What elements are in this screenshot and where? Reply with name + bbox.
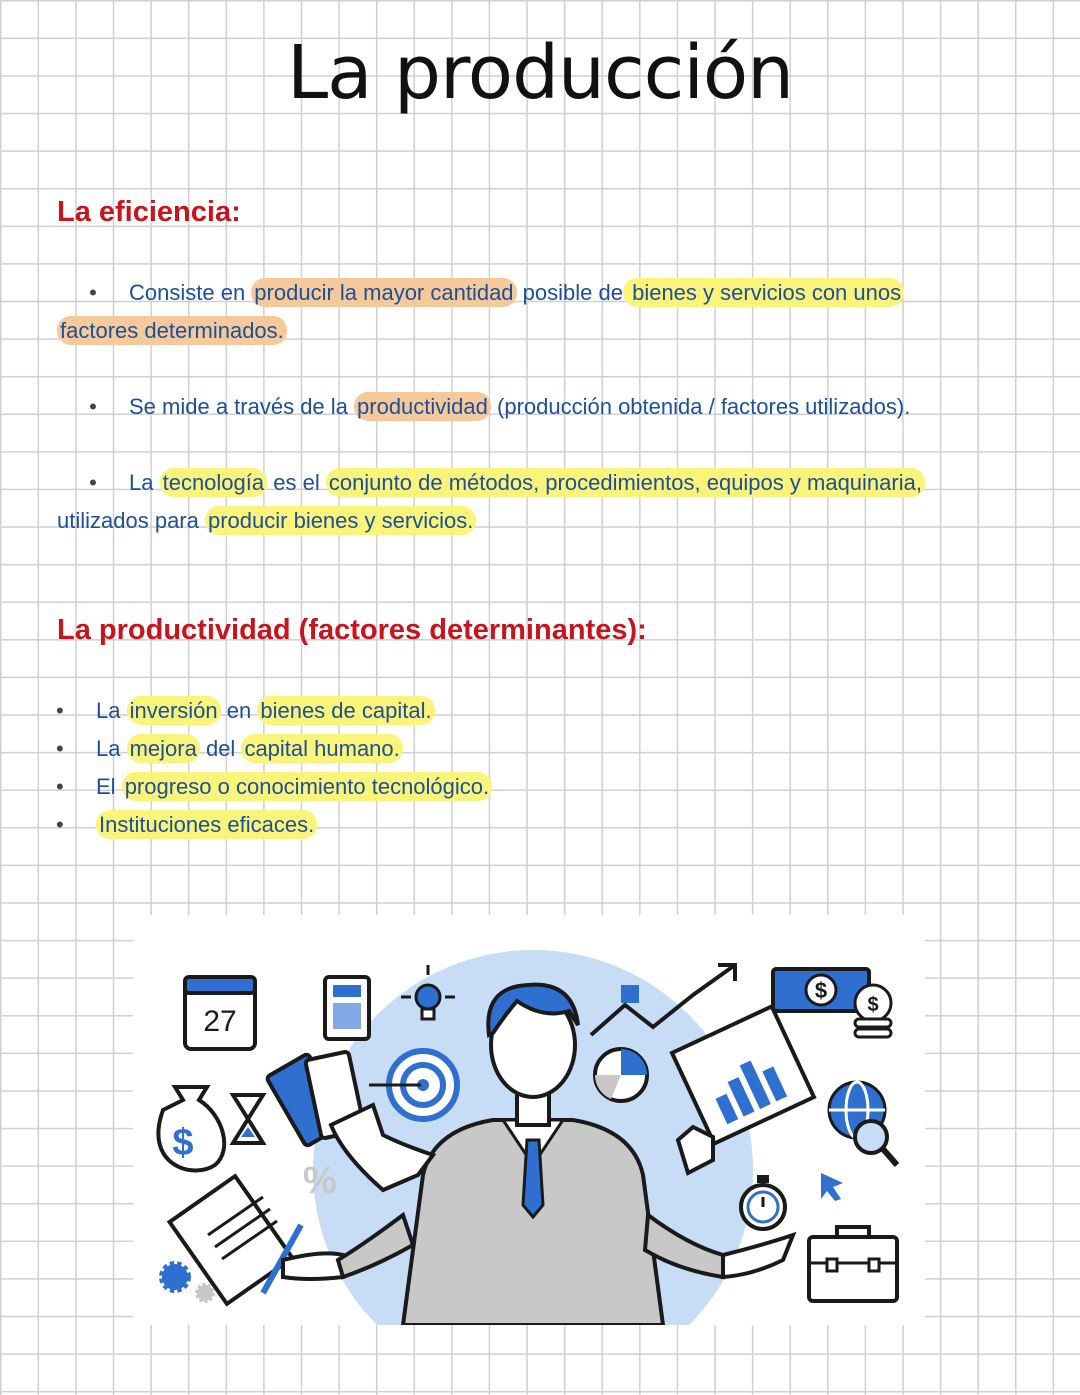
dollar-sign: $ bbox=[172, 1122, 194, 1164]
dollar-sign: $ bbox=[867, 994, 879, 1016]
percent-icon: % bbox=[303, 1160, 337, 1202]
section-heading-eficiencia: La eficiencia: bbox=[57, 196, 241, 228]
list-item bbox=[52, 692, 492, 730]
text: (producción obtenida / factores utilizados). bbox=[490, 394, 911, 419]
dollar-sign: $ bbox=[814, 978, 828, 1003]
text: posible de bbox=[516, 280, 623, 305]
list-item bbox=[52, 730, 492, 768]
highlight-yellow: tecnología bbox=[160, 468, 268, 497]
calendar-day: 27 bbox=[203, 1005, 237, 1038]
highlight-yellow: Instituciones eficaces. bbox=[96, 810, 317, 839]
list-item bbox=[52, 768, 492, 806]
text: La bbox=[129, 470, 160, 495]
bullet: • bbox=[56, 698, 64, 723]
money-bill-icon bbox=[773, 969, 891, 1037]
productivity-illustration bbox=[133, 915, 925, 1325]
magnifier-icon bbox=[855, 1121, 897, 1165]
factors-list bbox=[52, 692, 492, 844]
highlight-orange: factores determinados. bbox=[57, 316, 287, 345]
highlight-yellow: inversión bbox=[127, 696, 221, 725]
briefcase-icon bbox=[809, 1227, 897, 1301]
bullet: • bbox=[89, 280, 97, 305]
document-icon bbox=[170, 1176, 293, 1304]
highlight-yellow: progreso o conocimiento tecnológico. bbox=[122, 772, 492, 801]
calendar-icon bbox=[185, 977, 255, 1049]
bullet: • bbox=[56, 812, 64, 837]
section-heading-productividad: La productividad (factores determinantes): bbox=[57, 614, 647, 646]
highlight-yellow: bienes y servicios con unos bbox=[623, 278, 904, 307]
paragraph-medida bbox=[57, 388, 1017, 426]
text: Se mide a través de la bbox=[129, 394, 355, 419]
text: La bbox=[96, 698, 127, 723]
gear-icon bbox=[162, 1264, 188, 1290]
text: utilizados para bbox=[57, 508, 205, 533]
highlight-orange: productividad bbox=[354, 392, 491, 421]
hourglass-icon bbox=[233, 1095, 263, 1143]
highlight-orange: producir la mayor cantidad bbox=[251, 278, 516, 307]
hand-icon bbox=[283, 1253, 343, 1279]
text: en bbox=[220, 698, 258, 723]
bullet: • bbox=[56, 774, 64, 799]
text: La bbox=[96, 736, 127, 761]
bullet: • bbox=[56, 736, 64, 761]
gear-icon bbox=[197, 1285, 213, 1301]
pie-chart-icon bbox=[595, 1049, 647, 1101]
text: El bbox=[96, 774, 122, 799]
text: Consiste en bbox=[129, 280, 252, 305]
list-item bbox=[52, 806, 492, 844]
text: es el bbox=[267, 470, 326, 495]
page-title: La producción bbox=[286, 30, 794, 116]
bullet: • bbox=[89, 394, 97, 419]
cursor-icon bbox=[821, 1173, 843, 1201]
highlight-yellow: producir bienes y servicios. bbox=[205, 506, 476, 535]
highlight-yellow: capital humano. bbox=[241, 734, 402, 763]
calculator-icon bbox=[325, 977, 369, 1039]
paragraph-eficiencia-definicion bbox=[57, 274, 1017, 350]
paragraph-tecnologia bbox=[57, 464, 1017, 540]
text: del bbox=[199, 736, 242, 761]
highlight-yellow: mejora bbox=[127, 734, 200, 763]
money-bag-icon bbox=[158, 1087, 224, 1170]
highlight-yellow: bienes de capital. bbox=[257, 696, 434, 725]
highlight-yellow: conjunto de métodos, procedimientos, equipos y maquinaria, bbox=[326, 468, 925, 497]
bullet: • bbox=[89, 470, 97, 495]
